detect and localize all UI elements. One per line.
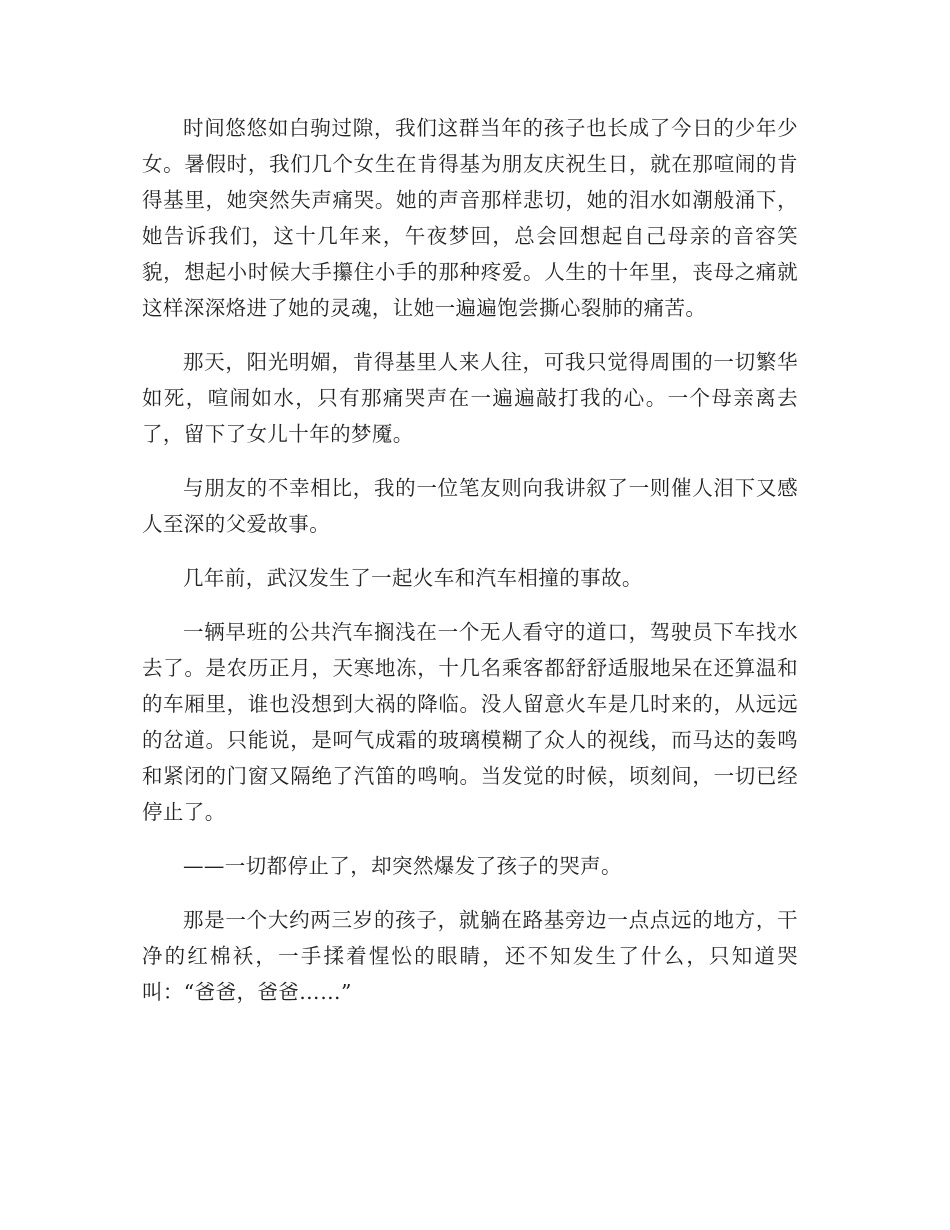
paragraph-6: ——一切都停止了，却突然爆发了孩子的哭声。 xyxy=(183,854,622,878)
paragraph-1: 时间悠悠如白驹过隙，我们这群当年的孩子也长成了今日的少年少女。暑假时，我们几个女生在肯得基为朋友庆祝生日，就在那喧闹的肯得基里，她突然失声痛哭。她的声音那样悲切，她的泪水如潮般涌下，她告诉我们，这十几年来，午夜梦回，总会回想起自己母亲的音容笑貌，想起小时候大手攥住小手的那种疼爱。人生的十年里，丧母之痛就这样深深烙进了她的灵魂，让她一遍遍饱尝撕心裂肺的痛苦。 xyxy=(142,116,798,320)
paragraph-5: 一辆早班的公共汽车搁浅在一个无人看守的道口，驾驶员下车找水去了。是农历正月，天寒地冻，十几名乘客都舒舒适服地呆在还算温和的车厢里，谁也没想到大祸的降临。没人留意火车是几时来的，从远远的岔道。只能说，是呵气成霜的玻璃模糊了众人的视线，而马达的轰鸣和紧闭的门窗又隔绝了汽笛的鸣响。当发觉的时候，顷刻间，一切已经停止了。 xyxy=(142,620,798,824)
document-page xyxy=(142,110,798,1028)
paragraph-2: 那天，阳光明媚，肯得基里人来人往，可我只觉得周围的一切繁华如死，喧闹如水，只有那痛哭声在一遍遍敲打我的心。一个母亲离去了，留下了女儿十年的梦魇。 xyxy=(142,350,798,446)
paragraph-7: 那是一个大约两三岁的孩子，就躺在路基旁边一点点远的地方，干净的红棉袄，一手揉着惺忪的眼睛，还不知发生了什么，只知道哭叫：“爸爸，爸爸……” xyxy=(142,908,798,1004)
paragraph-3: 与朋友的不幸相比，我的一位笔友则向我讲叙了一则催人泪下又感人至深的父爱故事。 xyxy=(142,476,798,536)
paragraph-4: 几年前，武汉发生了一起火车和汽车相撞的事故。 xyxy=(183,566,643,590)
